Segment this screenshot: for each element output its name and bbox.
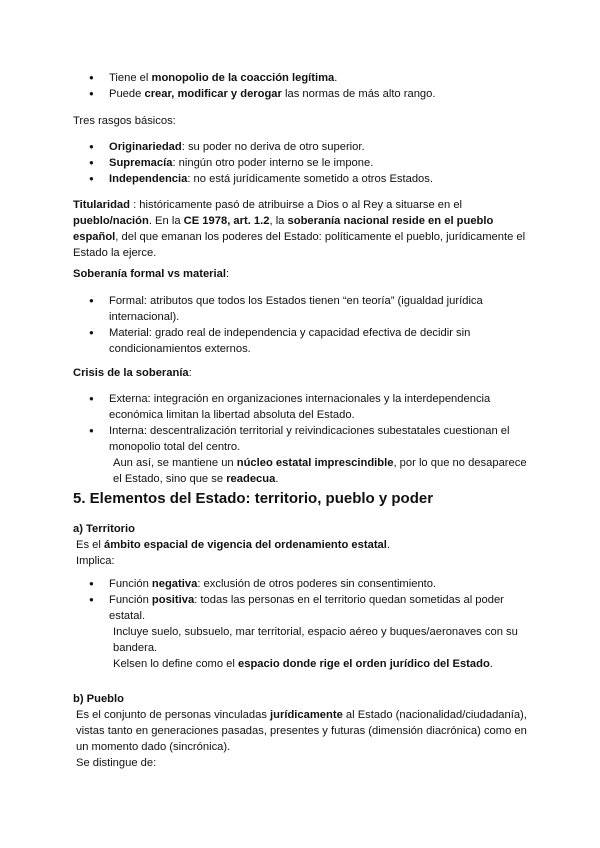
list-item: ● Material: grado real de independencia y capacidad efectiva de decidir sin condicionamientos externos. xyxy=(89,325,513,357)
territorio-block xyxy=(73,521,533,569)
soberania-heading: Soberanía formal vs material: xyxy=(73,268,230,280)
territorio-implica: Implica: xyxy=(76,555,115,567)
soberania-list xyxy=(73,293,513,357)
pueblo-definition: Es el conjunto de personas vinculadas jurídicamente al Estado (nacionalidad/ciudadanía), vistas tanto en generaciones pasadas, presentes y futuras (dimensión diacrónica) como en un momento dado (sincrónica). xyxy=(76,709,527,753)
territorio-title: a) Territorio xyxy=(73,523,135,535)
pueblo-distingue: Se distingue de: xyxy=(76,757,157,769)
list-item: ● Interna: descentralización territorial y reivindicaciones subestatales cuestionan el monopolio total del centro. Aun así, se mantiene un núcleo estatal imprescindible, por lo que no desaparece el Estado, sino que se readecua. xyxy=(89,423,528,487)
list-item: ● Tiene el monopolio de la coacción legítima. xyxy=(89,70,533,86)
list-item: ● Externa: integración en organizaciones internacionales y la interdependencia económica limitan la libertad absoluta del Estado. xyxy=(89,391,528,423)
territorio-list xyxy=(73,576,528,672)
pueblo-title: b) Pueblo xyxy=(73,693,124,705)
crisis-extra: Aun así, se mantiene un núcleo estatal imprescindible, por lo que no desaparece el Estado, sino que se readecua. xyxy=(113,457,527,485)
titularidad-paragraph: Titularidad : históricamente pasó de atribuirse a Dios o al Rey a situarse en el pueblo/nación. En la CE 1978, art. 1.2, la soberanía nacional reside en el pueblo español, del que emanan los poderes del Estado: políticamente el pueblo, jurídicamente el Estado la ejerce. xyxy=(73,199,526,259)
list-item: ● Originariedad: su poder no deriva de otro superior. xyxy=(89,139,533,155)
crisis-list xyxy=(73,391,528,487)
territorio-extra-1: Incluye suelo, subsuelo, mar territorial, espacio aéreo y buques/aeronaves con su bandera. xyxy=(113,626,518,654)
top-list xyxy=(73,70,533,102)
list-item: ● Función positiva: todas las personas en el territorio quedan sometidas al poder estatal. Incluye suelo, subsuelo, mar territorial, espacio aéreo y buques/aeronaves con su bandera. Kelsen lo define como el espacio donde rige el orden jurídico del Estado. xyxy=(89,592,528,672)
territorio-extra-2: Kelsen lo define como el espacio donde rige el orden jurídico del Estado. xyxy=(113,658,493,670)
tres-rasgos-text: Tres rasgos básicos: xyxy=(73,115,176,127)
rasgos-list xyxy=(73,139,533,187)
section-heading: 5. Elementos del Estado: territorio, pueblo y poder xyxy=(73,490,434,507)
crisis-heading: Crisis de la soberanía: xyxy=(73,367,192,379)
list-item: ● Función negativa: exclusión de otros poderes sin consentimiento. xyxy=(89,576,528,592)
list-item: ● Supremacía: ningún otro poder interno se le impone. xyxy=(89,155,533,171)
list-item: ● Independencia: no está jurídicamente sometido a otros Estados. xyxy=(89,171,533,187)
territorio-definition: Es el ámbito espacial de vigencia del ordenamiento estatal. xyxy=(76,539,390,551)
pueblo-block xyxy=(73,691,533,771)
list-item: ● Puede crear, modificar y derogar las normas de más alto rango. xyxy=(89,86,533,102)
list-item: ● Formal: atributos que todos los Estados tienen “en teoría” (igualdad jurídica internacional). xyxy=(89,293,513,325)
